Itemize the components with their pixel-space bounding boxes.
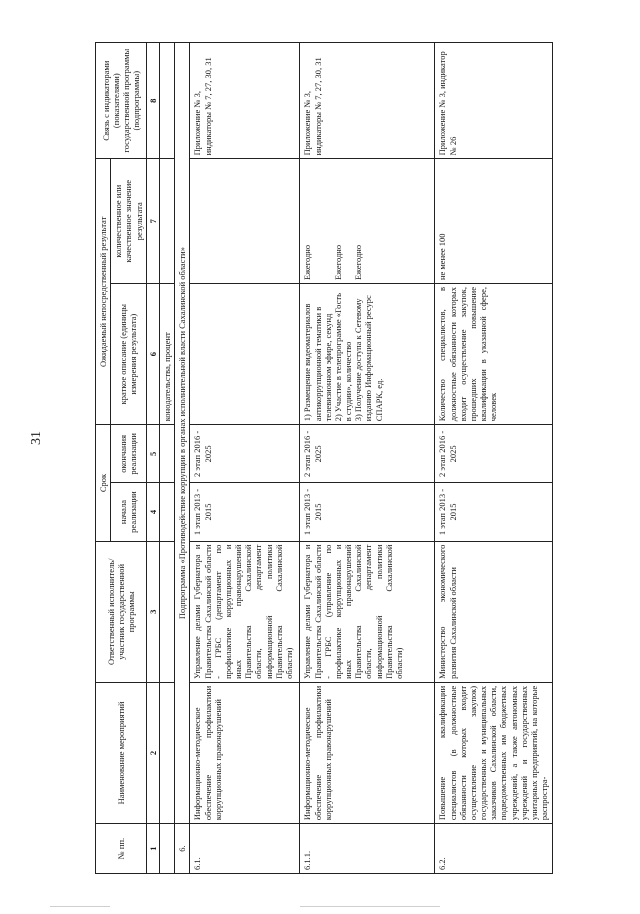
section-num: 6. bbox=[175, 824, 190, 874]
col-number: 5 bbox=[146, 425, 159, 483]
column-numbers-row bbox=[146, 43, 159, 874]
header-name: Наименование мероприятий bbox=[96, 682, 147, 823]
col-number: 8 bbox=[146, 43, 159, 159]
rotated-table-wrapper bbox=[95, 42, 625, 874]
col-number: 6 bbox=[146, 284, 159, 425]
col-number: 7 bbox=[146, 159, 159, 284]
row-num: 6.1.1. bbox=[300, 824, 435, 874]
program-measures-table bbox=[95, 42, 553, 874]
row-start: 1 этап 2013 - 2015 bbox=[435, 483, 553, 541]
header-result-desc: краткое описание (единицы измерения результата) bbox=[111, 284, 147, 425]
header-term-end: окончания реализации bbox=[111, 425, 147, 483]
row-name: Информационно-методическое обеспечение профилактики коррупционных правонарушений bbox=[300, 682, 435, 823]
header-result: Ожидаемый непосредственный результат bbox=[96, 159, 111, 425]
row-end: 2 этап 2016 - 2025 bbox=[435, 425, 553, 483]
row-start: 1 этап 2013 - 2015 bbox=[190, 483, 300, 541]
row-name: Повышение квалификации специалистов (в должностные обязанности которых входит осуществление закупок) государственных и муниципальных заказчиков Сахалинской области, подведомственных им бюджетных учреждений, а также автономных учреждений и государственных унитарных предприятий, на которые распростра- bbox=[435, 682, 553, 823]
row-end: 2 этап 2016 - 2025 bbox=[300, 425, 435, 483]
scan-artifact bbox=[300, 906, 440, 907]
col-number: 3 bbox=[146, 541, 159, 682]
row-start: 1 этап 2013 - 2015 bbox=[300, 483, 435, 541]
row-result-value: не менее 100 bbox=[435, 159, 553, 284]
row-result-desc: 1) Размещение видеоматериалов антикоррупционной тематики в телевизионном эфире, секунд 2) Участие в телепрограмме «Гость в студии», количество 3) Получение доступа к Сетевому изданию Информационный ресурс СПАРК, ед. bbox=[300, 284, 435, 425]
table-row bbox=[300, 43, 435, 874]
row-end: 2 этап 2016 - 2025 bbox=[190, 425, 300, 483]
table-row bbox=[435, 43, 553, 874]
header-responsible: Ответственный исполнитель/ участник государственной программы bbox=[96, 541, 147, 682]
section-row bbox=[175, 43, 190, 874]
header-term-start: начала реализации bbox=[111, 483, 147, 541]
row-result-value bbox=[190, 159, 300, 284]
header-num: № пп. bbox=[96, 824, 147, 874]
row-name: Информационно-методическое обеспечение профилактики коррупционных правонарушений bbox=[190, 682, 300, 823]
header-term: Срок bbox=[96, 425, 111, 541]
scan-artifact bbox=[50, 906, 110, 907]
row-link: Приложение № 3, индикатор № 26 bbox=[435, 43, 553, 159]
continuation-text: конодательства, процент bbox=[159, 284, 174, 425]
header-link: Связь с индикаторами (показателями) государственной программы (подпрограммы) bbox=[96, 43, 147, 159]
row-responsible: Министерство экономического развития Сахалинской области bbox=[435, 541, 553, 682]
col-number: 1 bbox=[146, 824, 159, 874]
header-row bbox=[96, 43, 111, 874]
table-row bbox=[190, 43, 300, 874]
row-responsible: Управление делами Губернатора и Правительства Сахалинской области - ГРБС (департамент по профилактике коррупционных и иных правонарушений Правительства Сахалинской области, департамент информационной политики Правительства Сахалинской области) bbox=[190, 541, 300, 682]
row-result-value: Ежегодно Ежегодно Ежегодно bbox=[300, 159, 435, 284]
row-result-desc bbox=[190, 284, 300, 425]
section-title: Подпрограмма «Противодействие коррупции в органах исполнительной власти Сахалинской области» bbox=[175, 43, 190, 824]
row-num: 6.2. bbox=[435, 824, 553, 874]
row-link: Приложение № 3, индикаторы № 7, 27, 30, 31 bbox=[190, 43, 300, 159]
col-number: 2 bbox=[146, 682, 159, 823]
col-number: 4 bbox=[146, 483, 159, 541]
row-responsible: Управление делами Губернатора и Правительства Сахалинской области - ГРБС (управление по профилактике коррупционных и иных правонарушений Правительства Сахалинской области, департамент информационной политики Правительства Сахалинской области) bbox=[300, 541, 435, 682]
row-num: 6.1. bbox=[190, 824, 300, 874]
header-result-value: количественное или качественное значение результата bbox=[111, 159, 147, 284]
row-link: Приложение № 3, индикаторы № 7, 27, 30, 31 bbox=[300, 43, 435, 159]
continuation-row bbox=[159, 43, 174, 874]
page-number: 31 bbox=[29, 431, 44, 445]
row-result-desc: Количество специалистов, в должностные обязанности которых входит осуществление закупок, прошедших повышение квалификации в указанной сфере, человек bbox=[435, 284, 553, 425]
